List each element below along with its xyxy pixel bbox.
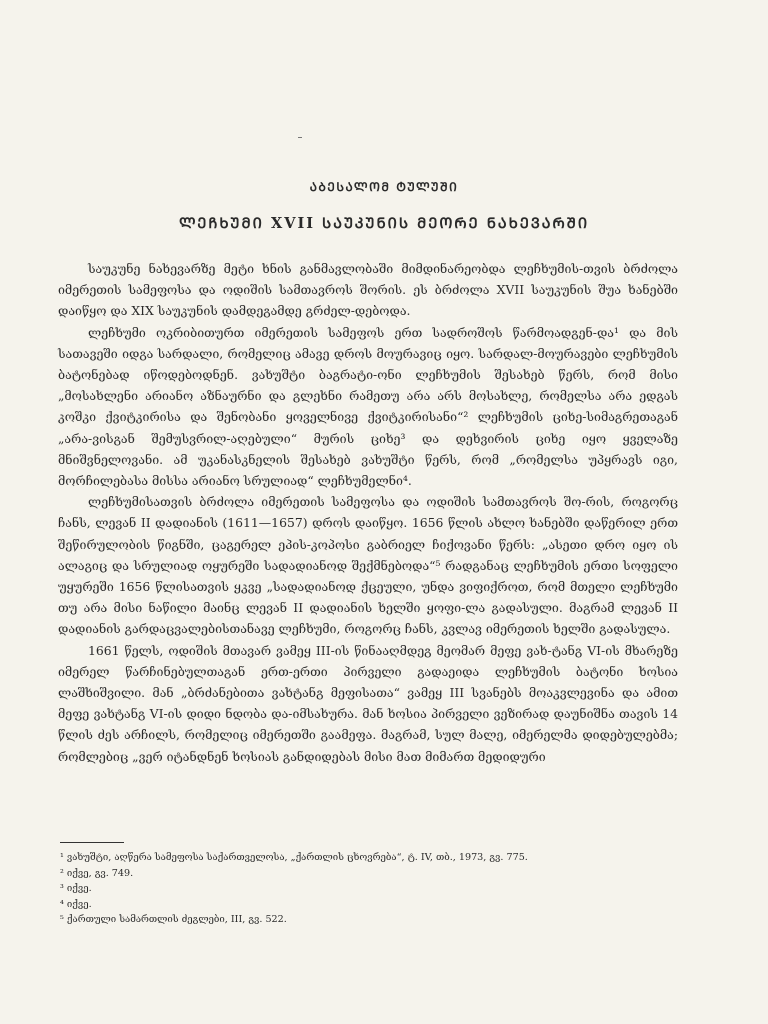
footnote: ¹ ვახუშტი, აღწერა სამეფოსა საქართველოსა, „ქართლის ცხოვრება“, ტ. IV, თბ., 1973, გვ. 775. [60,852,528,863]
footnote-divider [60,842,124,843]
footnote: ⁵ ქართული სამართლის ძეგლები, III, გვ. 522. [60,914,287,926]
footnote: ³ იქვე. [60,883,92,895]
paragraph: საუკუნე ნახევარზე მეტი ხნის განმავლობაში მიმდინარეობდა ლეჩხუმის-თვის ბრძოლა იმერეთის სამეფოსა და ოდიშის სამთავროს შორის. ეს ბრძოლა XVII საუკუნის შუა ხანებში დაიწყო და XIX საუკუნის დამდეგამდე გრძელ-დებოდა. [58,261,678,319]
footnote: ² იქვე, გვ. 749. [60,867,134,879]
article-title: ᲚᲔᲩᲮᲣᲛᲘ XVII ᲡᲐᲣᲙᲣᲜᲘᲡ ᲛᲔᲝᲠᲔ ᲜᲐᲮᲔᲕᲐᲠᲨᲘ [178,215,590,232]
footnote: ⁴ იქვე. [60,898,92,910]
paragraph: ლეჩხუმი ოკრიბითურთ იმერეთის სამეფოს ერთ სადროშოს წარმოადგენ-და¹ და მის სათავეში იდგა სარდალი, რომელიც ამავე დროს მოურავიც იყო. სარდალ-მოურავები ლეჩხუმის ბატონებად იწოდებოდნენ. ვახუშტი ბაგრატი-ონი ლეჩხუმის შესახებ წერს, რომ მისი „მოსახლენი არიანო აზნაურნი და გლეხნი რამეთუ არა არს მოსახლე, რომელსა არა ედგას კოშკი ქვიტკირისა და შენობანი ყოველნივე ქვიტკირისანი“² ლეჩხუმის ციხე-სიმაგრეთაგან „არა-ვისგან შემუსვრილ-აღებული“ მურის ციხე³ და დეხვირის ციხე იყო ყველაზე მნიშვნელოვანი. ამ უკანასკნელის შესახებ ვახუშტი წერს, რომ „რომელსა უპყრავს იგი, მორჩილებასა მისსა არიანო სრულიად“ ლეჩხუმელნი⁴. [58,324,678,489]
paragraph: 1661 წელს, ოდიშის მთავარ ვამეყ III-ის წინააღმდეგ მეომარ მეფე ვახ-ტანგ VI-ის მხარეზე იმერელ წარჩინებულთაგან ერთ-ერთი პირველი გადაეიდა ლეჩხუმის ბატონი ხოსია ლაშხიშვილი. მან „ბრძანებითა ვახტანგ მეფისათა“ ვამეყ III სვანებს მოაკვლევინა და ამით მეფე ვახტანგ VI-ის დიდი ნდობა და-იმსახურა. მან ხოსია პირველი ვეზირად დაუნიშნა თავის 14 წლის ძეს არჩილს, რომელიც იმერეთში გაამეფა. მაგრამ, სულ მალე, იმერელმა დიდებულებმა; რომლებიც „ვერ იტანდნენ ხოსიას განდიდებას მისი მათ მიმართ მედიდური [58,642,678,764]
page-mark [298,137,302,138]
footnotes [60,850,680,928]
paragraph: ლეჩხუმისათვის ბრძოლა იმერეთის სამეფოსა და ოდიშის სამთავროს შო-რის, როგორც ჩანს, ლევან II დადიანის (1611—1657) დროს დაიწყო. 1656 წლის ახლო ხანებში დაწერილ ერთ შეწირულობის წიგნში, ცაგერელ ეპის-კოპოსი გაბრიელ ჩიქოვანი წერს: „ასეთი დრო იყო ის ალაგიც და სრულიად ოყურეში სადადიანოდ შექმნებოდა“⁵ რადგანაც ლეჩხუმის ერთი სოფელი უყურეში 1656 წლისათვის ყკვე „სადადიანოდ ქცეული, უნდა ვიფიქროთ, რომ მთელი ლეჩხუმი თუ არა მისი ნაწილი მაინც ლევან II დადიანის ხელში ყოფი-ლა გადასული. მაგრამ ლევან II დადიანის გარდაცვალებისთანავე ლეჩხუმი, როგორც ჩანს, კვლავ იმერეთის ხელში გადასულა. [58,494,678,637]
article-author: ᲐᲑᲔᲡᲐᲚᲝᲛ ᲢᲣᲚᲣᲨᲘ [309,180,459,194]
article-body [58,258,678,767]
